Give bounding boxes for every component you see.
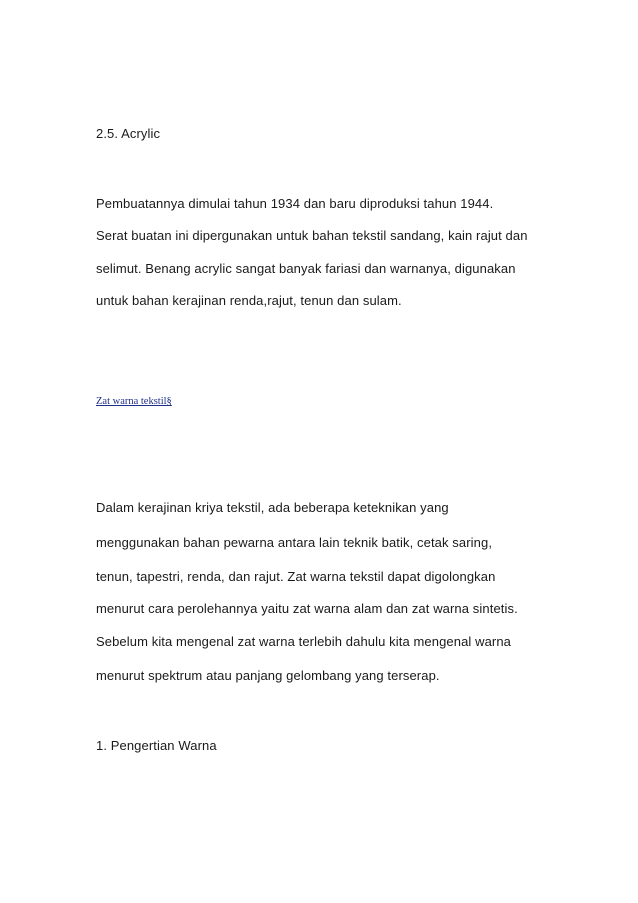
paragraph-line: Dalam kerajinan kriya tekstil, ada beberapa keteknikan yang	[96, 500, 449, 515]
section-heading-acrylic: 2.5. Acrylic	[96, 126, 161, 141]
paragraph-line: Sebelum kita mengenal zat warna terlebih dahulu kita mengenal warna	[96, 634, 511, 649]
paragraph-line: untuk bahan kerajinan renda,rajut, tenun dan sulam.	[96, 293, 402, 308]
paragraph-line: menurut spektrum atau panjang gelombang yang terserap.	[96, 668, 440, 683]
section-heading-pengertian-warna: 1. Pengertian Warna	[96, 738, 217, 753]
zat-warna-tekstil-link[interactable]: Zat warna tekstil§	[96, 396, 172, 407]
paragraph-line: Serat buatan ini dipergunakan untuk bahan tekstil sandang, kain rajut dan	[96, 228, 528, 243]
paragraph-line: Pembuatannya dimulai tahun 1934 dan baru diproduksi tahun 1944.	[96, 196, 494, 211]
paragraph-line: tenun, tapestri, renda, dan rajut. Zat warna tekstil dapat digolongkan	[96, 569, 496, 584]
paragraph-line: selimut. Benang acrylic sangat banyak fariasi dan warnanya, digunakan	[96, 261, 516, 276]
paragraph-line: menggunakan bahan pewarna antara lain teknik batik, cetak saring,	[96, 535, 493, 550]
paragraph-line: menurut cara perolehannya yaitu zat warna alam dan zat warna sintetis.	[96, 601, 518, 616]
